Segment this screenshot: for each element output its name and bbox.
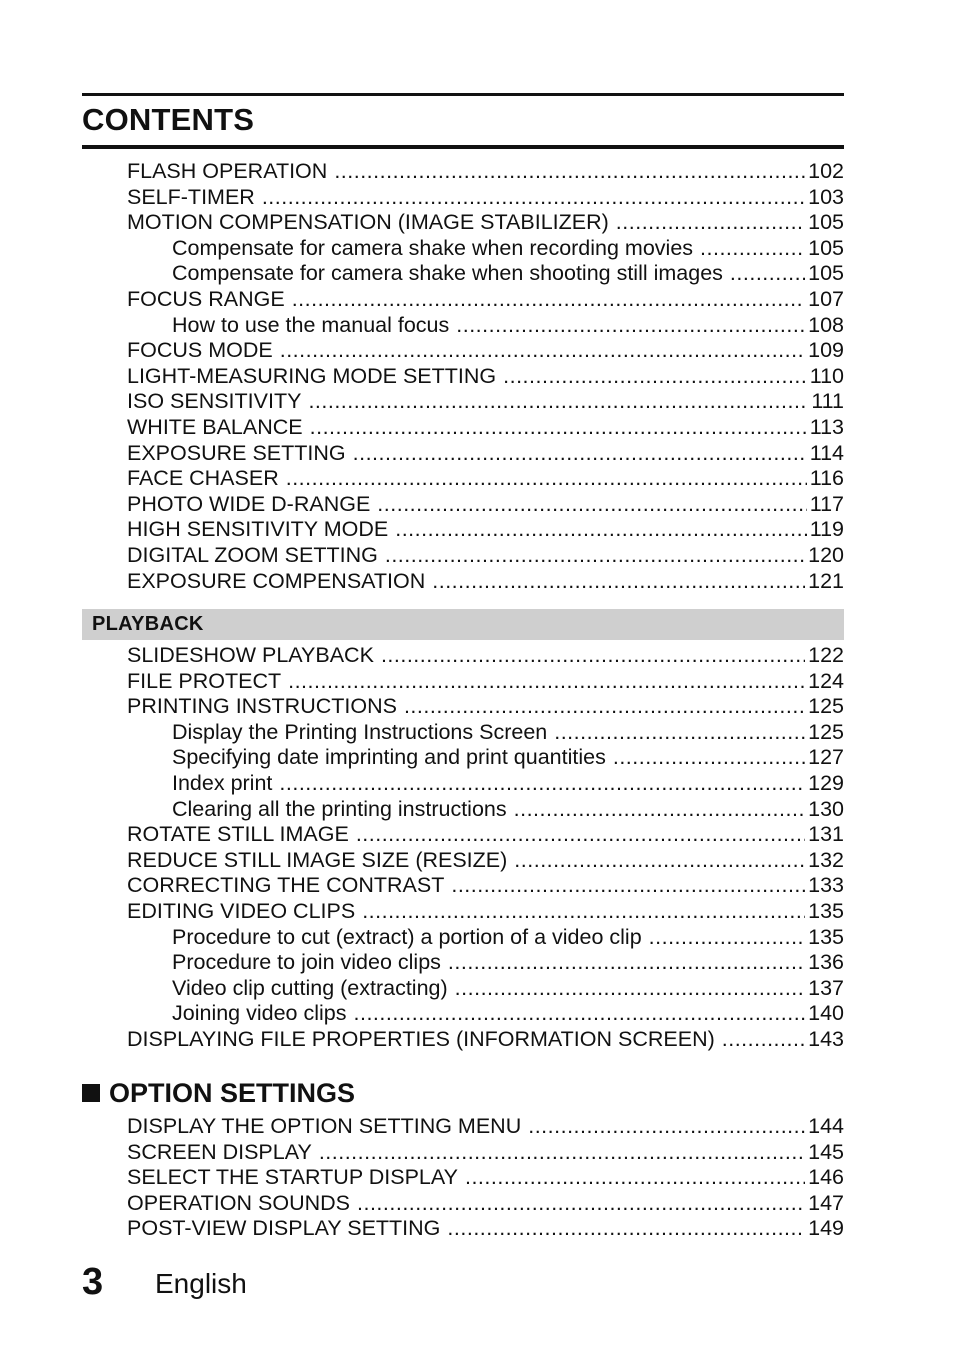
dot-leader (730, 260, 805, 286)
toc-entry-page: 110 (809, 363, 844, 388)
dot-leader (286, 465, 807, 491)
toc-entry-title: DISPLAYING FILE PROPERTIES (INFORMATION SCREEN) (127, 1027, 715, 1051)
toc-entry-page: 125 (808, 719, 844, 744)
toc-entry-title: Compensate for camera shake when shooting still images (172, 261, 723, 286)
dot-leader (288, 668, 805, 694)
dot-leader (432, 568, 805, 594)
dot-leader (448, 949, 805, 975)
toc-entry[interactable] (127, 668, 844, 694)
toc-entry-page: 103 (808, 184, 844, 209)
dot-leader (377, 491, 806, 517)
toc-entry-page: 133 (808, 873, 844, 898)
toc-entry[interactable] (127, 542, 844, 568)
toc-entry[interactable] (172, 949, 844, 975)
toc-entry-page: 102 (808, 159, 844, 183)
toc-entry-page: 143 (808, 1027, 844, 1051)
dot-leader (334, 158, 805, 184)
toc-entry[interactable] (172, 312, 844, 338)
toc-entry[interactable] (127, 286, 844, 312)
dot-leader (455, 975, 805, 1001)
toc-entry-title: DIGITAL ZOOM SETTING (127, 543, 378, 567)
toc-entry-title: HIGH SENSITIVITY MODE (127, 517, 389, 542)
toc-entry-page: 146 (808, 1165, 844, 1190)
toc-entry[interactable] (172, 770, 844, 796)
page-number: 3 (82, 1261, 104, 1303)
toc-entry-page: 120 (808, 543, 844, 567)
dot-leader (722, 1026, 805, 1052)
dot-leader (357, 1190, 805, 1216)
toc-entry-title: MOTION COMPENSATION (IMAGE STABILIZER) (127, 210, 609, 235)
section-heading-option-settings (82, 1075, 355, 1111)
toc-entry[interactable] (127, 642, 844, 668)
dot-leader (447, 1215, 805, 1241)
toc-entry-page: 131 (808, 822, 844, 847)
toc-entry-page: 136 (808, 950, 844, 975)
dot-leader (292, 286, 805, 312)
dot-leader (381, 642, 805, 668)
toc-entry-title: SELF-TIMER (127, 184, 255, 209)
dot-leader (514, 796, 806, 822)
page-title: CONTENTS (82, 102, 255, 137)
toc-entry-title: POST-VIEW DISPLAY SETTING (127, 1216, 441, 1241)
dot-leader (456, 312, 805, 338)
toc-entry-title: Clearing all the printing instructions (172, 796, 507, 821)
toc-entry-title: Procedure to join video clips (172, 950, 441, 975)
dot-leader (554, 719, 805, 745)
top-rule (82, 93, 844, 96)
section-bar-playback (82, 609, 844, 640)
toc-entry-page: 132 (808, 847, 844, 872)
toc-entry[interactable] (127, 1026, 844, 1052)
toc-entry-title: SELECT THE STARTUP DISPLAY (127, 1165, 458, 1190)
toc-entry-page: 105 (808, 261, 844, 286)
dot-leader (354, 1000, 806, 1026)
dot-leader (362, 898, 805, 924)
toc-entry-title: EDITING VIDEO CLIPS (127, 899, 356, 923)
toc-entry-title: FOCUS RANGE (127, 287, 285, 311)
toc-entry-title: SLIDESHOW PLAYBACK (127, 643, 374, 667)
toc-entry-title: LIGHT-MEASURING MODE SETTING (127, 363, 497, 388)
toc-entry[interactable] (127, 440, 844, 466)
dot-leader (319, 1139, 805, 1165)
dot-leader (649, 924, 805, 950)
dot-leader (262, 184, 805, 210)
toc-entry-page: 145 (808, 1139, 844, 1164)
dot-leader (310, 414, 807, 440)
toc-entry-title: Specifying date imprinting and print quantities (172, 745, 606, 770)
toc-entry-page: 114 (809, 440, 844, 465)
toc-entry[interactable] (172, 924, 844, 950)
toc-entry[interactable] (127, 1190, 844, 1216)
toc-entry-page: 140 (808, 1001, 844, 1026)
toc-entry-page: 121 (808, 568, 844, 593)
language-label: English (155, 1268, 247, 1299)
toc-entry-page: 127 (808, 745, 844, 770)
title-underline-rule (82, 145, 844, 149)
toc-entry-page: 108 (808, 312, 844, 337)
toc-entry-title: REDUCE STILL IMAGE SIZE (RESIZE) (127, 847, 508, 872)
toc-entry-page: 117 (809, 491, 844, 516)
toc-entry[interactable] (172, 975, 844, 1001)
toc-entry-title: Index print (172, 771, 273, 795)
toc-entry-page: 130 (808, 796, 844, 821)
toc-entry-title: How to use the manual focus (172, 312, 450, 337)
toc-entry-title: PRINTING INSTRUCTIONS (127, 694, 397, 719)
dot-leader (404, 693, 805, 719)
toc-entry-title: ISO SENSITIVITY (127, 389, 302, 414)
dot-leader (279, 770, 805, 796)
toc-entry[interactable] (172, 719, 844, 745)
toc-entry[interactable] (127, 1113, 844, 1139)
toc-entry[interactable] (127, 1139, 844, 1165)
toc-entry[interactable] (127, 1164, 844, 1190)
toc-entry-page: 135 (808, 924, 844, 949)
toc-entry[interactable] (172, 796, 844, 822)
toc-entry-title: FACE CHASER (127, 466, 279, 491)
dot-leader (451, 872, 805, 898)
toc-entry-title: FILE PROTECT (127, 668, 282, 693)
toc-entry-title: OPERATION SOUNDS (127, 1190, 350, 1215)
toc-entry[interactable] (127, 184, 844, 210)
toc-entry[interactable] (172, 235, 844, 261)
toc-entry[interactable] (172, 744, 844, 770)
dot-leader (503, 363, 807, 389)
toc-entry[interactable] (127, 363, 844, 389)
dot-leader (613, 744, 805, 770)
toc-entry-title: WHITE BALANCE (127, 415, 303, 439)
toc-entry[interactable] (127, 209, 844, 235)
toc-entry[interactable] (127, 465, 844, 491)
dot-leader (395, 516, 806, 542)
toc-entry[interactable] (127, 693, 844, 719)
toc-entry[interactable] (127, 847, 844, 873)
black-square-icon (82, 1084, 100, 1102)
toc-entry-title: PHOTO WIDE D-RANGE (127, 491, 371, 516)
dot-leader (616, 209, 805, 235)
toc-entry[interactable] (127, 1215, 844, 1241)
toc-entry-page: 124 (808, 668, 844, 693)
dot-leader (356, 821, 805, 847)
toc-entry-page: 111 (811, 389, 844, 414)
toc-entry-page: 137 (808, 975, 844, 1000)
toc-entry[interactable] (127, 516, 844, 542)
toc-entry-page: 107 (808, 287, 844, 311)
toc-entry-page: 147 (808, 1190, 844, 1215)
dot-leader (465, 1164, 805, 1190)
toc-entry-page: 122 (808, 643, 844, 667)
toc-entry-title: Display the Printing Instructions Screen (172, 719, 548, 744)
toc-entry[interactable] (127, 821, 844, 847)
dot-leader (700, 235, 805, 261)
toc-entry[interactable] (127, 388, 844, 414)
toc-entry[interactable] (172, 1000, 844, 1026)
toc-entry-page: 125 (808, 694, 844, 719)
section-heading-label: OPTION SETTINGS (109, 1078, 356, 1108)
toc-entry-title: FOCUS MODE (127, 338, 273, 363)
dot-leader (308, 388, 808, 414)
toc-entry-page: 119 (809, 517, 844, 542)
toc-entry-title: EXPOSURE COMPENSATION (127, 568, 426, 593)
toc-entry[interactable] (127, 158, 844, 184)
toc-entry[interactable] (127, 568, 844, 594)
toc-entry[interactable] (127, 872, 844, 898)
dot-leader (528, 1113, 805, 1139)
toc-entry-page: 135 (808, 899, 844, 923)
toc-entry-page: 129 (808, 771, 844, 795)
toc-entry-page: 149 (808, 1216, 844, 1241)
dot-leader (514, 847, 805, 873)
toc-entry-title: SCREEN DISPLAY (127, 1139, 312, 1164)
dot-leader (280, 337, 805, 363)
toc-entry-title: Procedure to cut (extract) a portion of a video clip (172, 924, 642, 949)
toc-entry-title: DISPLAY THE OPTION SETTING MENU (127, 1114, 522, 1138)
toc-entry-page: 109 (808, 338, 844, 363)
toc-entry-page: 116 (809, 466, 844, 491)
toc-entry[interactable] (172, 260, 844, 286)
toc-entry[interactable] (127, 414, 844, 440)
toc-entry-title: Video clip cutting (extracting) (172, 975, 448, 1000)
toc-entry-title: CORRECTING THE CONTRAST (127, 873, 445, 898)
toc-entry-title: EXPOSURE SETTING (127, 440, 346, 465)
section-bar-label: PLAYBACK (92, 613, 204, 635)
dot-leader (385, 542, 805, 568)
toc-entry-title: FLASH OPERATION (127, 159, 328, 183)
toc-entry[interactable] (127, 337, 844, 363)
toc-entry[interactable] (127, 491, 844, 517)
toc-entry-title: Compensate for camera shake when recording movies (172, 235, 694, 260)
toc-entry-page: 144 (808, 1114, 844, 1138)
toc-entry-title: Joining video clips (172, 1001, 347, 1026)
toc-entry[interactable] (127, 898, 844, 924)
toc-entry-page: 113 (809, 415, 844, 439)
toc-entry-title: ROTATE STILL IMAGE (127, 822, 349, 847)
toc-entry-page: 105 (808, 210, 844, 235)
toc-entry-page: 105 (808, 235, 844, 260)
dot-leader (353, 440, 807, 466)
